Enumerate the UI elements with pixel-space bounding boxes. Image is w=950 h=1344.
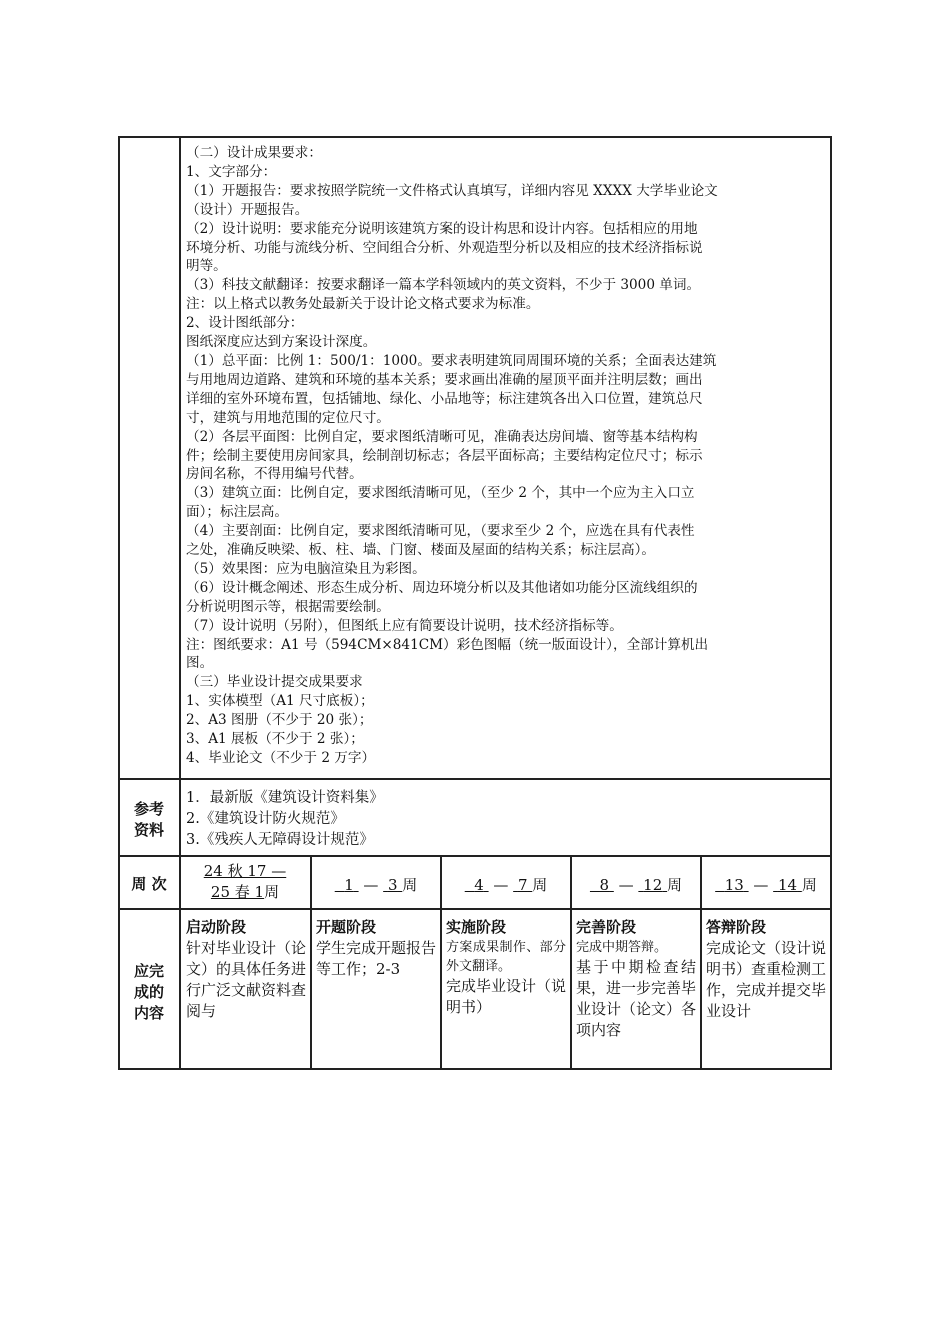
requirement-line: （1）开题报告：要求按照学院统一文件格式认真填写，详细内容见 XXXX 大学毕业论文 [186,182,718,199]
stage-description-small: 完成中期答辩。 [576,940,668,955]
stage-description: 学生完成开题报告等工作；2-3 [316,939,437,978]
requirement-line: （二）设计成果要求： [186,145,322,161]
requirement-line: 详细的室外环境布置，包括铺地、绿化、小品地等；标注建筑各出入口位置，建筑总尺 [186,390,703,407]
stage-startup [186,917,306,1022]
requirement-line: （设计）开题报告。 [186,201,309,218]
stage-title: 开题阶段 [316,918,377,936]
requirement-line: 图纸深度应达到方案设计深度。 [186,334,377,351]
requirement-line: （7）设计说明（另附），但图纸上应有简要设计说明，技术经济指标等。 [186,617,623,634]
week-range-1: 24 秋 17 — 25 春 1周 [203,862,287,901]
stage-title: 答辩阶段 [706,918,767,936]
requirement-line: 房间名称，不得用编号代替。 [186,466,363,483]
stage-title: 完善阶段 [576,918,637,936]
week-range-5: 13 — 14 周 [724,876,817,894]
requirement-line: 与用地周边道路、建筑和环境的基本关系；要求画出准确的屋顶平面并注明层数；画出 [186,371,703,388]
requirement-line: 4、毕业论文（不少于 2 万字） [186,750,376,766]
stage-description: 针对毕业设计（论文）的具体任务进行广泛文献资料查阅与 [186,939,307,1020]
stage-defense [706,917,826,1022]
stage-implementation [446,917,566,1018]
requirement-line: 明等。 [186,258,227,275]
row-divider-refs [118,855,832,857]
reference-item: 1．最新版《建筑设计资料集》 [186,790,384,806]
requirement-line: （三）毕业设计提交成果要求 [186,674,363,691]
requirement-line: （4）主要剖面：比例自定，要求图纸清晰可见，（要求至少 2 个，应选在具有代表性 [186,523,695,540]
requirement-line: （6）设计概念阐述、形态生成分析、周边环境分析以及其他诸如功能分区流线组织的 [186,579,698,596]
stage-description: 完成毕业设计（说明书） [446,977,567,1016]
requirement-line: 图。 [186,655,214,672]
requirement-line: 2、设计图纸部分： [186,315,304,332]
row-divider-requirements [118,778,832,780]
requirement-line: 注：图纸要求：A1 号（594CM×841CM）彩色图幅（统一版面设计），全部计算机出 [186,636,709,653]
design-requirements [186,144,828,768]
row-divider-weeks [118,908,832,910]
weeks-label: 周 次 [131,875,167,893]
week-range-2: 1 — 3 周 [344,876,418,894]
requirement-line: 注：以上格式以教务处最新关于设计论文格式要求为标准。 [186,296,540,313]
stage-description: 基于中期检查结果，进一步完善毕业设计（论文）各项内容 [576,958,697,1039]
requirement-line: （1）总平面：比例 1：500/1：1000。要求表明建筑同周围环境的关系；全面表达建筑 [186,352,717,369]
requirement-line: 2、A3 图册（不少于 20 张）； [186,712,373,729]
requirement-line: 1、文字部分： [186,163,277,180]
stage-description: 完成论文（设计说明书）查重检测工作，完成并提交毕业设计 [706,939,827,1020]
requirement-line: （2）设计说明：要求能充分说明该建筑方案的设计构思和设计内容。包括相应的用地 [186,220,698,237]
requirement-line: 1、实体模型（A1 尺寸底板）； [186,693,374,710]
stage-title: 实施阶段 [446,918,507,936]
stage-description-small: 方案成果制作、部分外文翻译。 [446,940,566,974]
reference-item: 2.《建筑设计防火规范》 [186,811,345,827]
requirement-line: 之处，准确反映梁、板、柱、墙、门窗、楼面及屋面的结构关系；标注层高）。 [186,542,655,559]
content-label: 应完 成的 内容 [133,962,164,1022]
requirement-line: （3）科技文献翻译：按要求翻译一篇本学科领域内的英文资料，不少于 3000 单词。 [186,277,701,294]
requirement-line: 面）；标注层高。 [186,504,288,521]
requirement-line: 分析说明图示等，根据需要绘制。 [186,598,390,615]
requirement-line: 3、A1 展板（不少于 2 张）； [186,731,364,748]
requirement-line: （2）各层平面图：比例自定，要求图纸清晰可见，准确表达房间墙、窗等基本结构构 [186,428,698,445]
requirement-line: （5）效果图：应为电脑渲染且为彩图。 [186,560,426,577]
stage-proposal [316,917,436,980]
requirement-line: 环境分析、功能与流线分析、空间组合分析、外观造型分析以及相应的技术经济指标说 [186,239,703,256]
reference-item: 3.《残疾人无障碍设计规范》 [186,832,374,848]
week-range-4: 8 — 12 周 [599,876,683,894]
requirement-line: 件；绘制主要使用房间家具，绘制剖切标志；各层平面标高；主要结构定位尺寸；标示 [186,447,703,464]
week-range-3: 4 — 7 周 [474,876,548,894]
stage-refinement [576,917,696,1041]
requirement-line: （3）建筑立面：比例自定，要求图纸清晰可见，（至少 2 个，其中一个应为主入口立 [186,485,695,502]
stage-title: 启动阶段 [186,918,247,936]
refs-label: 参考 资料 [133,800,164,839]
requirement-line: 寸，建筑与用地范围的定位尺寸。 [186,409,390,426]
reference-list [186,788,384,851]
label-column-divider [179,136,181,1070]
